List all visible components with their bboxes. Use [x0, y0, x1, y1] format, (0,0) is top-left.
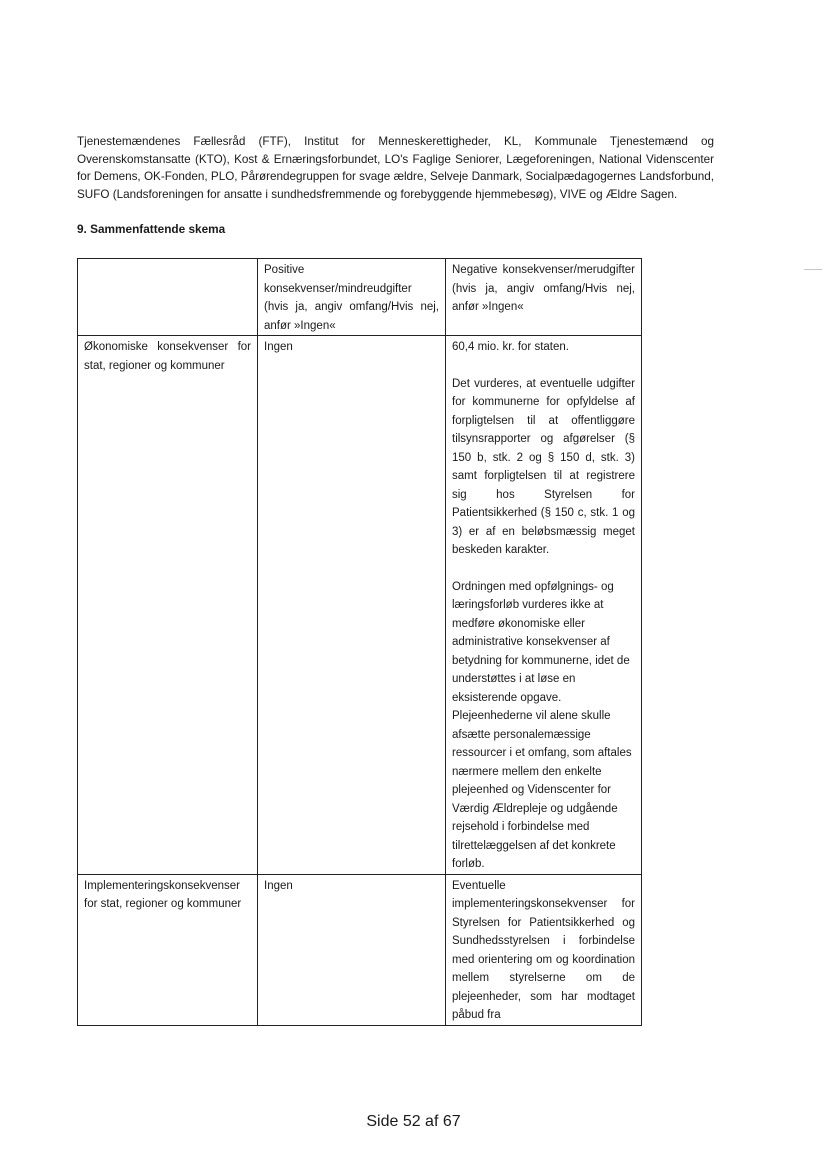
section-heading: 9. Sammenfattende skema: [77, 222, 226, 236]
margin-mark: [804, 269, 822, 270]
table-row: [78, 874, 642, 1025]
page-number: Side 52 af 67: [366, 1113, 461, 1130]
row-label-implementation: Implementeringskonsekvenser for stat, regioner og kommuner: [78, 874, 258, 1025]
negative-economic-paragraph-1: 60,4 mio. kr. for staten.: [452, 341, 569, 353]
intro-paragraph: Tjenestemændenes Fællesråd (FTF), Institut for Menneskerettigheder, KL, Kommunale Tjenestemænd og Overenskomstansatte (KTO), Kost & Ernæringsforbundet, LO's Faglige Seniorer, Lægeforeningen, National Videnscenter for Demens, OK-Fonden, PLO, Pårørendegruppen for svage ældre, Selveje Danmark, Socialpædagogernes Landsforbund, SUFO (Landsforeningen for ansatte i sundhedsfremmende og forebyggende hjemmebesøg), VIVE og Ældre Sagen.: [77, 135, 714, 201]
header-empty-cell: [78, 259, 258, 336]
row-positive-implementation: Ingen: [258, 874, 446, 1025]
row-label-economic: Økonomiske konsekvenser for stat, regioner og kommuner: [78, 336, 258, 875]
table-header-row: [78, 259, 642, 336]
summary-table: [77, 258, 642, 1026]
negative-economic-paragraph-3: Ordningen med opfølgnings- og læringsforløb vurderes ikke at medføre økonomiske eller administrative konsekvenser af betydning for kommunerne, idet de understøttes i at løse en eksisterende opgave. Plejeenhederne vil alene skulle afsætte personalemæssige ressourcer i et omfang, som aftales nærmere mellem den enkelte plejeenhed og Videnscenter for Værdig Ældrepleje og udgående rejsehold i forbindelse med tilrettelæggelsen af det konkrete forløb.: [452, 580, 632, 870]
table-row: [78, 336, 642, 875]
row-negative-implementation: Eventuelle implementeringskonsekvenser for Styrelsen for Patientsikkerhed og Sundhedsstyrelsen i forbindelse med orientering om og koordination mellem styrelserne om de plejeenheder, som har modtaget påbud fra: [446, 874, 642, 1025]
negative-economic-paragraph-2: Det vurderes, at eventuelle udgifter for kommunerne for opfyldelse af forpligtelsen til at offentliggøre tilsynsrapporter og afgørelser (§ 150 b, stk. 2 og § 150 d, stk. 3) samt forpligtelsen til at registrere sig hos Styrelsen for Patientsikkerhed (§ 150 c, stk. 1 og 3) er af en beløbsmæssig meget beskeden karakter.: [452, 377, 635, 556]
header-positive-cell: Positive konsekvenser/mindreudgifter (hvis ja, angiv omfang/Hvis nej, anfør »Ingen«: [258, 259, 446, 336]
row-negative-economic: [446, 336, 642, 875]
header-negative-cell: Negative konsekvenser/merudgifter (hvis ja, angiv omfang/Hvis nej, anfør »Ingen«: [446, 259, 642, 336]
row-positive-economic: Ingen: [258, 336, 446, 875]
